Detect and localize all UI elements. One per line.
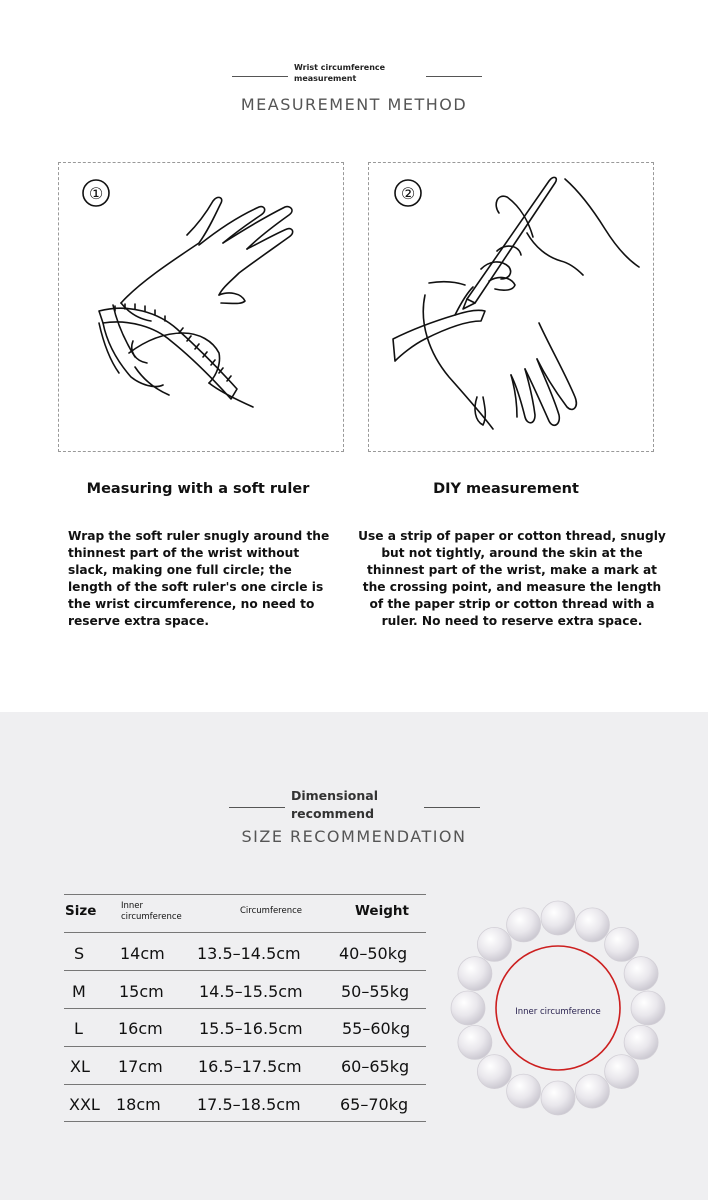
method-title: MEASUREMENT METHOD bbox=[240, 95, 468, 114]
table-rule bbox=[64, 894, 426, 895]
size-title-rule-left bbox=[229, 807, 285, 808]
table-rule bbox=[64, 1121, 426, 1122]
paper-strip-hand-icon bbox=[369, 163, 655, 453]
table-rule bbox=[64, 1084, 426, 1085]
bead bbox=[451, 991, 485, 1025]
bead bbox=[507, 1074, 541, 1108]
bead bbox=[541, 901, 575, 935]
inner-circumference-cell: 14cm bbox=[120, 944, 165, 963]
table-rule bbox=[64, 932, 426, 933]
step-1-number: ① bbox=[88, 184, 104, 203]
bead bbox=[458, 957, 492, 991]
table-rule bbox=[64, 1046, 426, 1047]
size-cell: M bbox=[72, 982, 86, 1001]
bead bbox=[477, 1055, 511, 1089]
bead bbox=[605, 1055, 639, 1089]
step-2-number: ② bbox=[400, 184, 416, 203]
method-subtitle: Wrist circumference measurement bbox=[294, 63, 386, 83]
step-2-description: Use a strip of paper or cotton thread, snugly but not tightly, around the skin at the thinnest part of the wrist, make a mark at the crossing point, and measure the length of the paper strip or cotton thread with a ruler. No need to reserve extra space. bbox=[358, 529, 666, 628]
inner-circumference-cell: 15cm bbox=[119, 982, 164, 1001]
step-1-illustration bbox=[58, 162, 344, 452]
size-cell: L bbox=[74, 1019, 83, 1038]
bead bbox=[458, 1025, 492, 1059]
bead bbox=[507, 908, 541, 942]
bracelet-diagram bbox=[448, 898, 668, 1118]
weight-cell: 65–70kg bbox=[340, 1095, 409, 1114]
inner-circumference-cell: 17cm bbox=[118, 1057, 163, 1076]
bead bbox=[477, 927, 511, 961]
circumference-cell: 14.5–15.5cm bbox=[199, 982, 303, 1001]
header-circumference: Circumference bbox=[240, 906, 302, 916]
weight-cell: 50–55kg bbox=[341, 982, 410, 1001]
bead bbox=[624, 1025, 658, 1059]
step-1-heading: Measuring with a soft ruler bbox=[86, 481, 310, 497]
weight-cell: 40–50kg bbox=[339, 944, 408, 963]
bead bbox=[575, 1074, 609, 1108]
circumference-cell: 13.5–14.5cm bbox=[197, 944, 301, 963]
size-title-rule-right bbox=[424, 807, 480, 808]
circumference-cell: 17.5–18.5cm bbox=[197, 1095, 301, 1114]
step-2-illustration bbox=[368, 162, 654, 452]
size-cell: S bbox=[74, 944, 85, 963]
size-cell: XL bbox=[70, 1057, 90, 1076]
inner-circumference-cell: 16cm bbox=[118, 1019, 163, 1038]
bead bbox=[541, 1081, 575, 1115]
bead bbox=[605, 927, 639, 961]
header-weight: Weight bbox=[355, 903, 409, 919]
bead bbox=[624, 957, 658, 991]
inner-circumference-cell: 18cm bbox=[116, 1095, 161, 1114]
bead bbox=[631, 991, 665, 1025]
circumference-cell: 16.5–17.5cm bbox=[198, 1057, 302, 1076]
header-size: Size bbox=[65, 903, 97, 919]
size-cell: XXL bbox=[69, 1095, 100, 1114]
weight-cell: 55–60kg bbox=[342, 1019, 411, 1038]
title-rule-right bbox=[426, 76, 482, 77]
table-rule bbox=[64, 1008, 426, 1009]
header-inner-circumference: Inner circumference bbox=[121, 901, 182, 922]
bead-bracelet-icon bbox=[448, 898, 668, 1118]
size-title: SIZE RECOMMENDATION bbox=[241, 827, 467, 846]
title-rule-left bbox=[232, 76, 288, 77]
table-rule bbox=[64, 970, 426, 971]
inner-circumference-label: Inner circumference bbox=[515, 1007, 601, 1017]
bead bbox=[575, 908, 609, 942]
size-subtitle: Dimensional recommend bbox=[291, 788, 378, 821]
weight-cell: 60–65kg bbox=[341, 1057, 410, 1076]
step-1-description: Wrap the soft ruler snugly around the thinnest part of the wrist without slack, making one full circle; the length of the soft ruler's one circle is the wrist circumference, no need to reserve extra space. bbox=[68, 529, 330, 628]
soft-ruler-hand-icon bbox=[59, 163, 345, 453]
circumference-cell: 15.5–16.5cm bbox=[199, 1019, 303, 1038]
step-2-heading: DIY measurement bbox=[433, 481, 579, 497]
